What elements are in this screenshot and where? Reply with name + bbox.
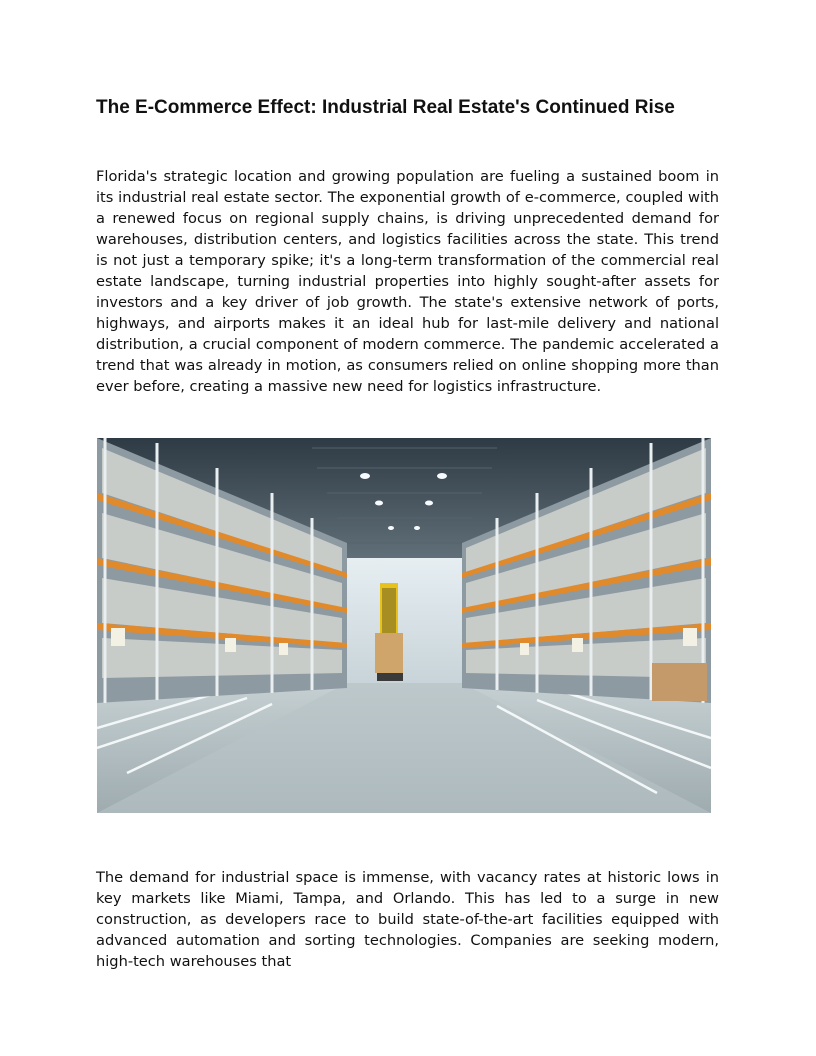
document-title: The E-Commerce Effect: Industrial Real Estate's Continued Rise	[96, 97, 675, 118]
paragraph-intro: Florida's strategic location and growing population are fueling a sustained boom in its industrial real estate sector. The exponential growth of e-commerce, coupled with a renewed focus on regional supply chains, is driving unprecedented demand for warehouses, distribution centers, and logistics facilities across the state. This trend is not just a temporary spike; it's a long-term transformation of the commercial real estate landscape, turning industrial properties into highly sought-after assets for investors and a key driver of job growth. The state's extensive network of ports, highways, and airports makes it an ideal hub for last-mile delivery and national distribution, a crucial component of modern commerce. The pandemic accelerated a trend that was already in motion, as consumers relied on online shopping more than ever before, creating a massive new need for logistics infrastructure.	[96, 168, 719, 395]
warehouse-interior-icon	[97, 438, 711, 813]
paragraph-demand: The demand for industrial space is immense, with vacancy rates at historic lows in key markets like Miami, Tampa, and Orlando. This has led to a surge in new construction, as developers race to build state-of-the-art facilities equipped with advanced automation and sorting technologies. Companies are seeking modern, high-tech warehouses that	[96, 869, 719, 970]
warehouse-image	[97, 438, 711, 813]
